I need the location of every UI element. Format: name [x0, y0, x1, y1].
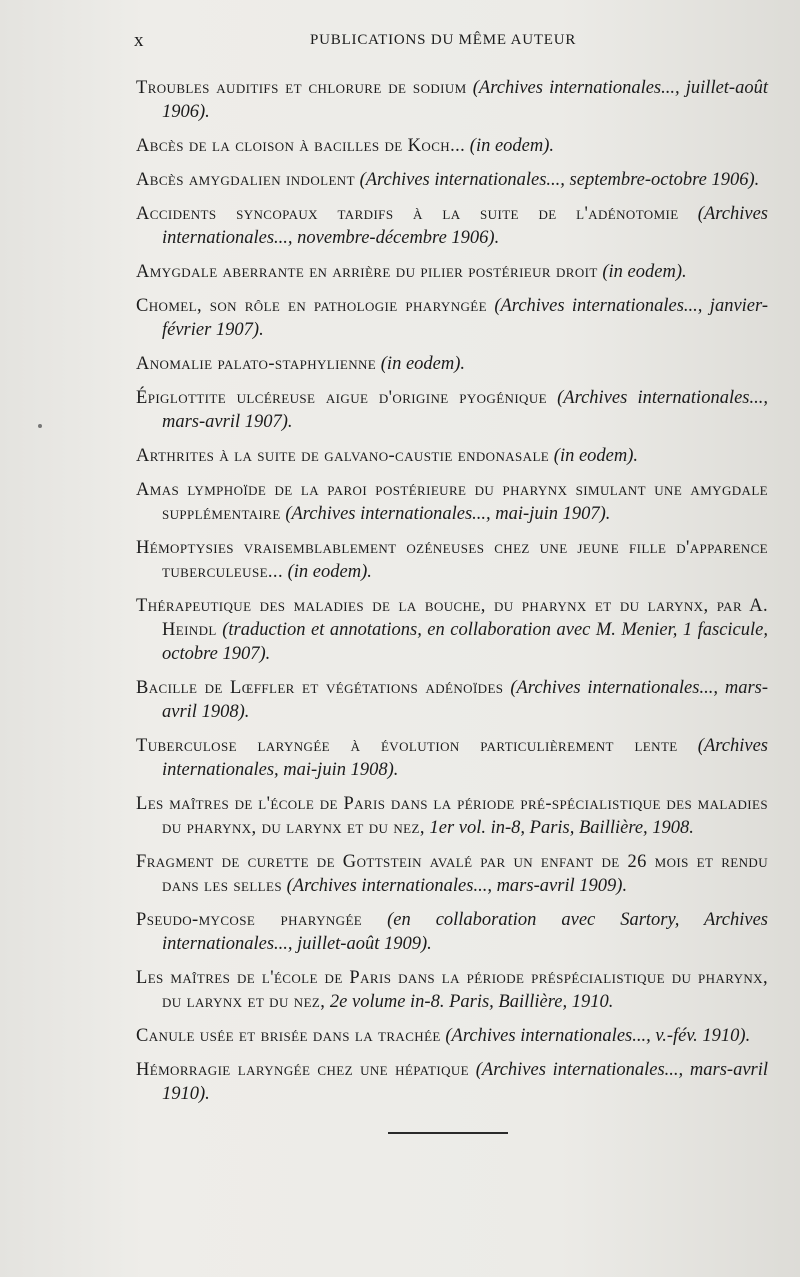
publication-entry: [136, 734, 768, 782]
publication-reference: (Archives internationales..., janvier-février 1907).: [162, 296, 768, 340]
publication-entry: [136, 676, 768, 724]
publication-entry: [136, 168, 768, 192]
publication-reference: 1er vol. in-8, Paris, Baillière, 1908.: [424, 818, 694, 838]
publication-reference: (Archives internationales..., mars-avril 1907).: [162, 388, 768, 432]
publication-title: Amygdale aberrante en arrière du pilier postérieur droit: [136, 262, 598, 282]
publication-title: Anomalie palato-staphylienne: [136, 354, 377, 374]
page-number: x: [134, 30, 145, 51]
publication-reference: (Archives internationales..., mai-juin 1907).: [280, 504, 611, 524]
publication-reference: (in eodem).: [549, 446, 639, 466]
page-header: [134, 24, 768, 64]
running-title: PUBLICATIONS DU MÊME AUTEUR: [310, 32, 577, 48]
publication-reference: (Archives internationales..., juillet-août 1906).: [162, 78, 768, 122]
separator-rule: [388, 1132, 508, 1134]
publication-title: Hémoptysies vraisemblablement ozéneuses chez une jeune fille d'apparence tuberculeuse...: [136, 538, 768, 582]
publication-title: Thérapeutique des maladies de la bouche, du pharynx et du larynx, par A. Heindl: [136, 596, 768, 640]
publication-entry: [136, 850, 768, 898]
publication-reference: (in eodem).: [465, 136, 555, 156]
publication-title: Troubles auditifs et chlorure de sodium: [136, 78, 467, 98]
publication-title: Hémorragie laryngée chez une hépatique: [136, 1060, 470, 1080]
publication-title: Amas lymphoïde de la paroi postérieure du pharynx simulant une amygdale supplémentaire: [136, 480, 768, 524]
publication-entry: [136, 352, 768, 376]
publication-reference: (in eodem).: [376, 354, 466, 374]
publication-reference: (Archives internationales..., novembre-décembre 1906).: [162, 204, 768, 248]
publication-reference: (in eodem).: [597, 262, 687, 282]
publication-title: Accidents syncopaux tardifs à la suite de l'adénotomie: [136, 204, 679, 224]
publication-title: Bacille de Lœffler et végétations adénoïdes: [136, 678, 504, 698]
publication-entry: [136, 908, 768, 956]
publication-title: Canule usée et brisée dans la trachée: [136, 1026, 441, 1046]
publication-entry: [136, 134, 768, 158]
publication-entry: [136, 386, 768, 434]
publication-reference: (Archives internationales..., septembre-octobre 1906).: [354, 170, 760, 190]
margin-dot: [38, 424, 42, 428]
publication-entry: [136, 260, 768, 284]
publication-entry: [136, 966, 768, 1014]
publication-entry: [136, 792, 768, 840]
publication-title: Les maîtres de l'école de Paris dans la période pré-spécialistique des maladies du pharynx, du larynx et du nez,: [136, 794, 768, 838]
publication-list: [136, 76, 768, 1106]
publication-entry: [136, 202, 768, 250]
publication-entry: [136, 536, 768, 584]
publication-entry: [136, 1024, 768, 1048]
publication-title: Chomel, son rôle en pathologie pharyngée: [136, 296, 487, 316]
publication-entry: [136, 1058, 768, 1106]
publication-reference: (traduction et annotations, en collaboration avec M. Menier, 1 fascicule, octobre 1907).: [162, 620, 768, 664]
publication-reference: (Archives internationales..., mars-avril 1908).: [162, 678, 769, 722]
publication-title: Pseudo-mycose pharyngée: [136, 910, 363, 930]
publication-reference: 2e volume in-8. Paris, Baillière, 1910.: [325, 992, 614, 1012]
publication-title: Abcès amygdalien indolent: [136, 170, 355, 190]
publication-reference: (Archives internationales..., mars-avril 1909).: [281, 876, 628, 896]
publication-reference: (in eodem).: [283, 562, 372, 582]
publication-title: Épiglottite ulcéreuse aigue d'origine pyogénique: [136, 388, 547, 408]
publication-reference: (Archives internationales, mai-juin 1908).: [162, 736, 768, 780]
publication-title: Fragment de curette de Gottstein avalé par un enfant de 26 mois et rendu dans les selles: [136, 852, 768, 896]
publication-title: Abcès de la cloison à bacilles de Koch...: [136, 136, 466, 156]
publication-title: Arthrites à la suite de galvano-caustie endonasale: [136, 446, 550, 466]
publication-reference: (Archives internationales..., mars-avril 1910).: [162, 1060, 769, 1104]
publication-entry: [136, 444, 768, 468]
publication-reference: (Archives internationales..., v.-fév. 1910).: [440, 1026, 751, 1046]
publication-title: Tuberculose laryngée à évolution particulièrement lente: [136, 736, 678, 756]
publication-entry: [136, 594, 768, 666]
publication-title: Les maîtres de l'école de Paris dans la période préspécialistique du pharynx, du larynx et du nez,: [136, 968, 768, 1012]
publication-entry: [136, 478, 768, 526]
publication-entry: [136, 294, 768, 342]
publication-entry: [136, 76, 768, 124]
publication-reference: (en collaboration avec Sartory, Archives internationales..., juillet-août 1909).: [162, 910, 768, 954]
